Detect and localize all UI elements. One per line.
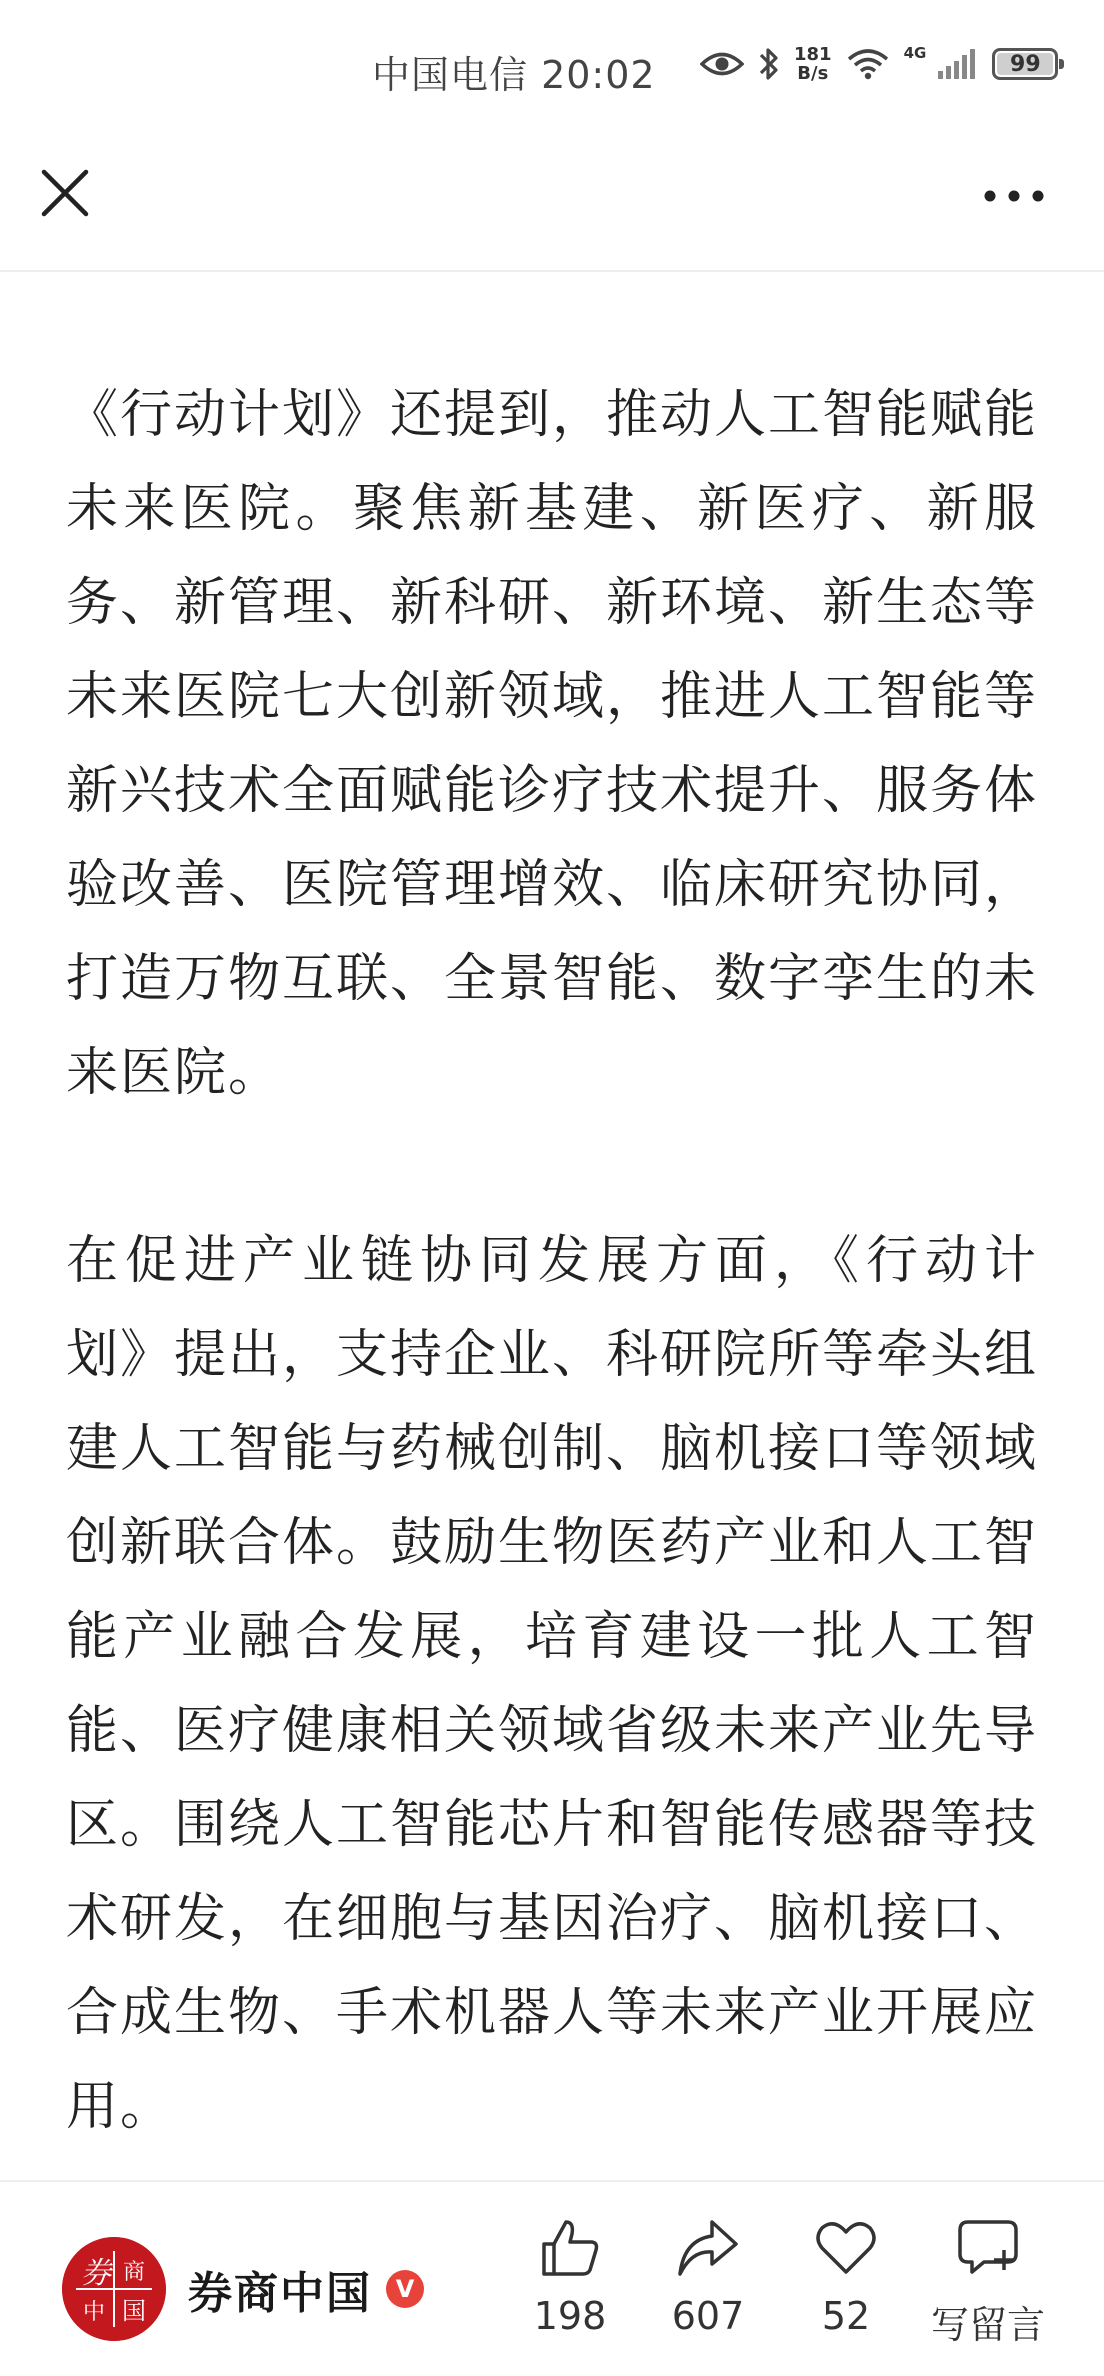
wifi-icon — [846, 47, 890, 81]
nav-bar — [0, 130, 1104, 272]
author-avatar[interactable] — [62, 2237, 166, 2341]
avatar-char: 国 — [122, 2297, 146, 2325]
status-carrier-time: 中国电信 20:02 — [372, 53, 656, 97]
comment-add-icon — [954, 2216, 1022, 2280]
article-paragraph: 在促进产业链协同发展方面，《行动计划》提出，支持企业、科研院所等牵头组建人工智能与药械创制、脑机接口等领域创新联合体。鼓励生物医药产业和人工智能产业融合发展，培育建设一批人工智能、医疗健康相关领域省级未来产业先导区。围绕人工智能芯片和智能传感器等技术研发，在细胞与基因治疗、脑机接口、合成生物、手术机器人等未来产业开展应用。 — [66, 1231, 1039, 2137]
network-type: 4G — [903, 44, 927, 62]
close-icon — [39, 167, 91, 219]
verified-badge: V — [386, 2270, 424, 2308]
heart-icon — [814, 2216, 878, 2280]
write-comment-button[interactable] — [918, 2210, 1058, 2370]
share-button[interactable] — [638, 2210, 778, 2370]
action-group — [500, 2210, 1080, 2370]
bluetooth-icon — [758, 46, 780, 82]
avatar-char: 券 — [81, 2256, 111, 2291]
article-body — [66, 368, 1038, 2154]
avatar-char: 商 — [122, 2260, 146, 2285]
favorite-button[interactable] — [776, 2210, 916, 2370]
more-icon — [983, 189, 1045, 203]
like-count: 198 — [533, 2294, 607, 2338]
avatar-char: 中 — [82, 2300, 106, 2325]
share-arrow-icon — [676, 2216, 740, 2280]
favorite-count: 52 — [821, 2294, 871, 2338]
net-speed-unit: B/s — [797, 63, 829, 84]
battery-icon — [992, 48, 1058, 80]
like-button[interactable] — [500, 2210, 640, 2370]
battery-level: 99 — [1010, 51, 1041, 77]
net-speed-value: 181 — [794, 44, 832, 65]
status-bar — [0, 0, 1104, 130]
signal-icon — [936, 47, 978, 81]
write-comment-label: 写留言 — [930, 2303, 1045, 2347]
thumb-up-icon — [538, 2216, 602, 2280]
status-icons — [700, 40, 1058, 88]
net-speed — [794, 45, 832, 83]
more-button[interactable] — [974, 168, 1054, 224]
author-name[interactable]: 券商中国 — [188, 2268, 372, 2319]
article-paragraph: 《行动计划》还提到，推动人工智能赋能未来医院。聚焦新基建、新医疗、新服务、新管理、新科研、新环境、新生态等未来医院七大创新领域，推进人工智能等新兴技术全面赋能诊疗技术提升、服务体验改善、医院管理增效、临床研究协同，打造万物互联、全景智能、数字孪生的未来医院。 — [66, 385, 1039, 1103]
eye-icon — [700, 49, 744, 79]
close-button[interactable] — [34, 162, 96, 224]
bottom-action-bar — [0, 2180, 1104, 2376]
author-info[interactable] — [62, 2234, 424, 2344]
share-count: 607 — [671, 2294, 745, 2338]
